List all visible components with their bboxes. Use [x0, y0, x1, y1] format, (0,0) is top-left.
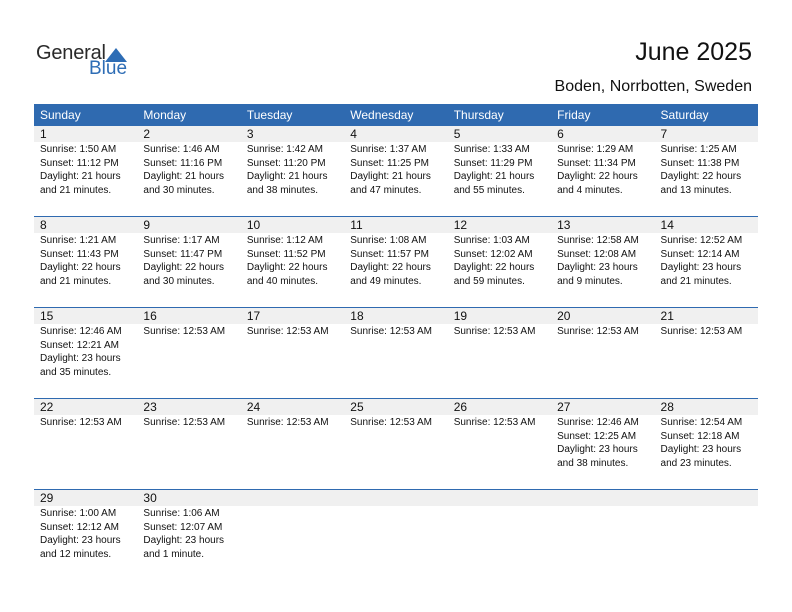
- sun-info-line: and 21 minutes.: [40, 275, 112, 287]
- sun-info-line: Sunrise: 1:06 AM: [143, 508, 220, 519]
- calendar-week-row: [34, 126, 758, 216]
- day-sun-info: [557, 234, 654, 288]
- sun-info-line: and 12 minutes.: [40, 548, 112, 560]
- day-number: 30: [143, 491, 157, 505]
- day-number: [557, 490, 654, 507]
- sun-info-line: and 35 minutes.: [40, 366, 112, 378]
- sun-info-line: Daylight: 23 hours: [40, 535, 121, 547]
- day-sun-info: [557, 325, 654, 339]
- weekday-monday: Monday: [143, 108, 187, 122]
- sun-info-line: and 38 minutes.: [246, 184, 319, 196]
- sun-info-line: Sunrise: 1:33 AM: [453, 144, 530, 155]
- sun-info-line: Sunrise: 12:53 AM: [453, 417, 536, 428]
- sun-info-line: Sunset: 11:29 PM: [453, 157, 533, 169]
- sun-info-line: Daylight: 21 hours: [453, 171, 535, 183]
- sun-info-line: Daylight: 22 hours: [40, 262, 121, 274]
- day-number: 16: [143, 309, 157, 323]
- day-cell: [448, 490, 551, 580]
- day-cell: [448, 217, 551, 307]
- day-sun-info: [454, 325, 551, 339]
- day-number: 12: [453, 218, 468, 232]
- weekday-thursday: Thursday: [453, 108, 504, 122]
- sun-info-line: Daylight: 23 hours: [660, 262, 742, 274]
- sun-info-line: Sunrise: 12:53 AM: [453, 326, 536, 337]
- sun-info-line: and 21 minutes.: [40, 184, 112, 196]
- sun-info-line: Sunrise: 12:53 AM: [143, 417, 226, 428]
- sun-info-line: Sunset: 11:47 PM: [143, 248, 223, 260]
- day-number: 15: [40, 309, 54, 323]
- day-cell: [448, 399, 551, 489]
- day-number: 2: [143, 127, 151, 141]
- sun-info-line: Sunset: 12:12 AM: [40, 521, 119, 533]
- sun-info-line: and 47 minutes.: [350, 184, 422, 196]
- day-cell: [655, 217, 758, 307]
- day-number: 5: [453, 127, 461, 141]
- calendar-week-row: [34, 307, 758, 398]
- day-cell: [551, 308, 654, 398]
- sun-info-line: Daylight: 23 hours: [40, 353, 121, 365]
- day-sun-info: [40, 325, 137, 379]
- day-cell: [344, 308, 447, 398]
- calendar-location: Boden, Norrbotten, Sweden: [554, 78, 752, 95]
- day-cell: [344, 217, 447, 307]
- sun-info-line: Sunset: 12:07 AM: [143, 521, 223, 533]
- generalblue-logo: [36, 42, 136, 82]
- day-cell: [551, 399, 654, 489]
- sun-info-line: Sunrise: 1:37 AM: [350, 144, 427, 155]
- sun-info-line: Sunrise: 12:52 AM: [660, 235, 743, 246]
- weekday-wednesday: Wednesday: [350, 108, 414, 122]
- day-number: 11: [350, 218, 363, 232]
- sun-info-line: Sunset: 12:02 AM: [453, 248, 533, 260]
- day-sun-info: [557, 143, 654, 197]
- sun-info-line: Sunrise: 12:53 AM: [246, 326, 329, 337]
- sun-info-line: Daylight: 23 hours: [143, 535, 225, 547]
- day-sun-info: [350, 416, 447, 430]
- weekday-saturday: Saturday: [660, 108, 709, 122]
- day-number: [661, 490, 758, 507]
- sun-info-line: Sunrise: 12:53 AM: [246, 417, 329, 428]
- day-number: 3: [246, 127, 254, 141]
- day-sun-info: [143, 143, 240, 197]
- day-sun-info: [454, 416, 551, 430]
- logo-word-general: General: [36, 42, 106, 64]
- day-number: 1: [40, 127, 47, 141]
- day-sun-info: [40, 143, 137, 197]
- sun-info-line: Sunrise: 12:53 AM: [40, 417, 122, 428]
- sun-info-line: and 30 minutes.: [143, 184, 215, 196]
- day-sun-info: [247, 325, 344, 339]
- sun-info-line: Sunset: 11:20 PM: [246, 157, 326, 169]
- day-number: [247, 490, 344, 507]
- sun-info-line: Sunset: 12:08 AM: [557, 248, 637, 260]
- month-calendar: [34, 104, 758, 580]
- day-sun-info: [143, 234, 240, 288]
- day-cell: [241, 490, 344, 580]
- sun-info-line: and 30 minutes.: [143, 275, 215, 287]
- sun-info-line: Sunset: 11:34 PM: [557, 157, 636, 169]
- day-cell: [241, 126, 344, 216]
- day-number: [454, 490, 551, 507]
- sun-info-line: and 40 minutes.: [246, 275, 319, 287]
- sun-info-line: Daylight: 22 hours: [143, 262, 225, 274]
- sun-info-line: Sunrise: 1:42 AM: [246, 144, 323, 155]
- sun-info-line: Daylight: 23 hours: [557, 444, 638, 456]
- day-cell: [655, 308, 758, 398]
- day-sun-info: [661, 143, 758, 197]
- day-sun-info: [40, 507, 137, 561]
- day-number: 24: [246, 400, 261, 414]
- day-cell: [448, 126, 551, 216]
- logo-word-blue: Blue: [89, 58, 128, 79]
- day-sun-info: [247, 416, 344, 430]
- day-number: 18: [350, 309, 364, 323]
- sun-info-line: and 38 minutes.: [557, 457, 629, 469]
- sun-info-line: and 4 minutes.: [557, 184, 623, 196]
- sun-info-line: and 49 minutes.: [350, 275, 422, 287]
- day-number: 7: [660, 127, 668, 141]
- calendar-week-row: [34, 398, 758, 489]
- sun-info-line: Sunset: 11:16 PM: [143, 157, 223, 169]
- sun-info-line: Sunset: 11:12 PM: [40, 157, 119, 169]
- day-number: 9: [143, 218, 151, 232]
- day-number: 17: [246, 309, 261, 323]
- sun-info-line: Sunrise: 12:46 AM: [40, 326, 122, 337]
- sun-info-line: Daylight: 22 hours: [557, 171, 638, 183]
- day-cell: [137, 490, 240, 580]
- sun-info-line: Sunset: 11:38 PM: [660, 157, 740, 169]
- sun-info-line: Sunrise: 12:46 AM: [557, 417, 639, 428]
- sun-info-line: Daylight: 23 hours: [660, 444, 742, 456]
- weekday-tuesday: Tuesday: [246, 108, 293, 122]
- sun-info-line: Sunset: 12:18 AM: [660, 430, 740, 442]
- day-cell: [241, 217, 344, 307]
- sun-info-line: Sunset: 11:57 PM: [350, 248, 430, 260]
- sun-info-line: Sunrise: 1:08 AM: [350, 235, 427, 246]
- sun-info-line: and 9 minutes.: [557, 275, 623, 287]
- sun-info-line: Sunset: 12:14 AM: [660, 248, 740, 260]
- day-sun-info: [143, 325, 240, 339]
- day-cell: [551, 217, 654, 307]
- day-number: 6: [557, 127, 564, 141]
- day-number: 27: [557, 400, 571, 414]
- day-cell: [137, 126, 240, 216]
- sun-info-line: Sunset: 12:21 AM: [40, 339, 119, 351]
- day-number: 29: [40, 491, 54, 505]
- day-number: 20: [557, 309, 571, 323]
- day-cell: [344, 490, 447, 580]
- day-sun-info: [143, 507, 240, 561]
- day-cell: [655, 490, 758, 580]
- day-number: 10: [246, 218, 261, 232]
- sun-info-line: Sunrise: 1:03 AM: [453, 235, 530, 246]
- sun-info-line: Sunrise: 1:46 AM: [143, 144, 220, 155]
- day-sun-info: [40, 416, 137, 430]
- sun-info-line: Daylight: 21 hours: [246, 171, 328, 183]
- day-sun-info: [661, 234, 758, 288]
- day-sun-info: [557, 416, 654, 470]
- sun-info-line: Sunrise: 12:53 AM: [660, 326, 743, 337]
- day-number: 22: [40, 400, 54, 414]
- sun-info-line: Sunset: 11:25 PM: [350, 157, 430, 169]
- day-sun-info: [40, 234, 137, 288]
- sun-info-line: Sunset: 11:43 PM: [40, 248, 119, 260]
- sun-info-line: Sunrise: 1:25 AM: [660, 144, 737, 155]
- day-number: 13: [557, 218, 571, 232]
- sun-info-line: and 13 minutes.: [660, 184, 732, 196]
- day-cell: [655, 126, 758, 216]
- day-cell: [655, 399, 758, 489]
- sun-info-line: Sunrise: 1:12 AM: [246, 235, 323, 246]
- day-sun-info: [350, 143, 447, 197]
- calendar-week-row: [34, 216, 758, 307]
- day-sun-info: [661, 325, 758, 339]
- day-number: 4: [350, 127, 357, 141]
- day-cell: [34, 490, 137, 580]
- sun-info-line: Sunrise: 1:00 AM: [40, 508, 117, 519]
- day-cell: [448, 308, 551, 398]
- day-sun-info: [661, 416, 758, 470]
- day-sun-info: [454, 234, 551, 288]
- day-cell: [137, 399, 240, 489]
- day-cell: [34, 399, 137, 489]
- sun-info-line: Daylight: 23 hours: [557, 262, 638, 274]
- day-cell: [344, 399, 447, 489]
- day-cell: [241, 399, 344, 489]
- day-number: 26: [453, 400, 468, 414]
- day-number: 21: [660, 309, 674, 323]
- sun-info-line: Sunrise: 12:54 AM: [660, 417, 743, 428]
- sun-info-line: Sunrise: 12:53 AM: [557, 326, 639, 337]
- day-number: 25: [350, 400, 364, 414]
- day-cell: [551, 126, 654, 216]
- sun-info-line: Sunset: 12:25 AM: [557, 430, 637, 442]
- sun-info-line: Daylight: 22 hours: [350, 262, 431, 274]
- weekday-sunday: Sunday: [40, 108, 81, 122]
- day-sun-info: [247, 234, 344, 288]
- sun-info-line: Daylight: 21 hours: [40, 171, 121, 183]
- calendar-week-row: [34, 489, 758, 580]
- day-cell: [137, 308, 240, 398]
- day-number: [350, 490, 447, 507]
- sun-info-line: Sunrise: 12:58 AM: [557, 235, 639, 246]
- day-number: 23: [143, 400, 157, 414]
- sun-info-line: and 1 minute.: [143, 548, 205, 560]
- sun-info-line: and 23 minutes.: [660, 457, 732, 469]
- sun-info-line: Sunrise: 1:50 AM: [40, 144, 117, 155]
- sun-info-line: and 59 minutes.: [453, 275, 525, 287]
- weekday-friday: Friday: [557, 108, 591, 122]
- sun-info-line: and 21 minutes.: [660, 275, 732, 287]
- day-cell: [34, 217, 137, 307]
- sun-info-line: Daylight: 22 hours: [453, 262, 535, 274]
- sun-info-line: Sunrise: 12:53 AM: [350, 417, 432, 428]
- day-sun-info: [350, 325, 447, 339]
- sun-info-line: Daylight: 22 hours: [660, 171, 742, 183]
- day-number: 28: [660, 400, 674, 414]
- calendar-title: June 2025: [635, 38, 752, 66]
- day-sun-info: [350, 234, 447, 288]
- sun-info-line: Daylight: 21 hours: [350, 171, 431, 183]
- sun-info-line: and 55 minutes.: [453, 184, 525, 196]
- day-cell: [551, 490, 654, 580]
- day-number: 19: [453, 309, 468, 323]
- calendar-weeks: [34, 126, 758, 580]
- day-number: 8: [40, 218, 47, 232]
- day-cell: [34, 126, 137, 216]
- day-cell: [241, 308, 344, 398]
- sun-info-line: Sunset: 11:52 PM: [246, 248, 326, 260]
- day-cell: [344, 126, 447, 216]
- sun-info-line: Sunrise: 1:21 AM: [40, 235, 117, 246]
- day-number: 14: [660, 218, 674, 232]
- sun-info-line: Daylight: 21 hours: [143, 171, 225, 183]
- day-sun-info: [247, 143, 344, 197]
- day-cell: [137, 217, 240, 307]
- weekday-header-row: [34, 104, 758, 126]
- sun-info-line: Sunrise: 1:29 AM: [557, 144, 634, 155]
- day-cell: [34, 308, 137, 398]
- sun-info-line: Sunrise: 12:53 AM: [143, 326, 226, 337]
- sun-info-line: Sunrise: 1:17 AM: [143, 235, 220, 246]
- sun-info-line: Daylight: 22 hours: [246, 262, 328, 274]
- day-sun-info: [143, 416, 240, 430]
- sun-info-line: Sunrise: 12:53 AM: [350, 326, 432, 337]
- day-sun-info: [454, 143, 551, 197]
